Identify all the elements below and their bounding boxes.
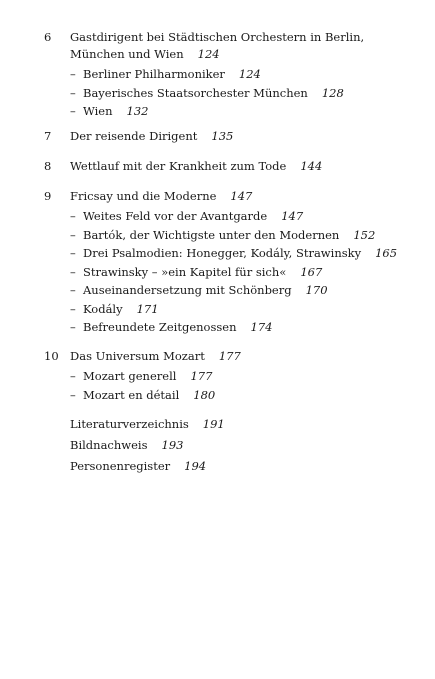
toc-subentry (70, 207, 415, 226)
dash-marker: – (70, 264, 76, 279)
page-number: 180 (193, 387, 216, 402)
subentry-title: Wien (83, 104, 113, 118)
toc-subentry (70, 226, 415, 245)
chapter-entries (70, 348, 415, 404)
chapter-entries (70, 128, 415, 145)
page-number: 174 (250, 320, 273, 334)
chapter-entries (70, 188, 415, 337)
page-number: 165 (375, 246, 398, 260)
page-number: 128 (321, 85, 344, 100)
appendix-title: Literaturverzeichnis (70, 417, 189, 431)
chapter-title-text: Wettlauf mit der Krankheit zum Tode (70, 159, 287, 173)
chapter-title-text: Gastdirigent bei Städtischen Orchestern in Berlin, (70, 30, 365, 44)
chapter-title-line (70, 158, 415, 175)
subentry-title: Mozart en détail (83, 387, 180, 402)
chapter-title-text: Fricsay und die Moderne (70, 189, 217, 203)
page-number: 171 (136, 301, 159, 316)
page-number: 152 (353, 227, 376, 242)
appendix-title: Personenregister (70, 459, 171, 473)
chapter-title-line (70, 348, 415, 365)
chapter-title-line (70, 29, 415, 46)
dash-marker: – (70, 320, 76, 334)
dash-marker: – (70, 283, 76, 297)
toc-subentry (70, 367, 415, 386)
dash-marker: – (70, 301, 76, 316)
page-number: 170 (305, 283, 328, 297)
toc-subentry (70, 300, 415, 319)
chapter-title-line (70, 128, 415, 145)
chapter-title-line (70, 46, 415, 63)
chapter-number: 7 (44, 129, 52, 143)
toc-subentry (70, 84, 415, 103)
subentry-title: Drei Psalmodien: Honegger, Kodály, Strawinsky (83, 246, 362, 260)
chapter-number: 8 (44, 159, 52, 173)
page-number: 191 (202, 417, 225, 431)
chapter-entries (70, 29, 415, 121)
subentry-title: Kodály (83, 301, 123, 316)
chapter-entries (70, 158, 415, 175)
subentry-title: Auseinandersetzung mit Schönberg (83, 283, 292, 297)
page-number: 147 (281, 209, 304, 223)
toc-subentry (70, 386, 415, 405)
chapter-title-line (70, 188, 415, 205)
subentry-title: Strawinsky – »ein Kapitel für sich« (83, 264, 287, 279)
dash-marker: – (70, 369, 76, 383)
dash-marker: – (70, 246, 76, 260)
page-number: 177 (218, 349, 241, 363)
subentry-title: Bayerisches Staatsorchester München (83, 85, 308, 100)
page-number: 177 (190, 369, 213, 383)
appendix-entry (70, 435, 415, 456)
dash-marker: – (70, 67, 76, 81)
toc-subentry (70, 281, 415, 300)
subentry-title: Bartók, der Wichtigste unter den Modernen (83, 227, 340, 242)
chapter-number: 9 (44, 189, 52, 203)
page-number: 144 (300, 159, 323, 173)
page-number: 193 (161, 438, 184, 452)
chapter-title-text: Das Universum Mozart (70, 349, 205, 363)
dash-marker: – (70, 209, 76, 223)
toc-subentry (70, 318, 415, 337)
toc-subentry (70, 263, 415, 282)
appendix-entry (70, 456, 415, 477)
subentry-title: Mozart generell (83, 369, 177, 383)
appendix-title: Bildnachweis (70, 438, 148, 452)
appendix-entries (70, 414, 415, 477)
chapter-title-text: München und Wien (70, 47, 184, 61)
dash-marker: – (70, 387, 76, 402)
subentry-title: Befreundete Zeitgenossen (83, 320, 237, 334)
toc-subentry (70, 244, 415, 263)
chapter-number: 6 (44, 30, 52, 44)
page-number: 124 (197, 47, 220, 61)
dash-marker: – (70, 227, 76, 242)
subentry-title: Weites Feld vor der Avantgarde (83, 209, 268, 223)
page-number: 167 (300, 264, 323, 279)
page-number: 132 (126, 104, 149, 118)
toc-subentry (70, 65, 415, 84)
page-number: 124 (238, 67, 261, 81)
dash-marker: – (70, 85, 76, 100)
toc-subentry (70, 102, 415, 121)
dash-marker: – (70, 104, 76, 118)
chapter-title-text: Der reisende Dirigent (70, 129, 198, 143)
page-number: 147 (230, 189, 253, 203)
appendix-entry (70, 414, 415, 435)
page-number: 194 (184, 459, 207, 473)
chapter-number: 10 (44, 349, 59, 363)
subentry-title: Berliner Philharmoniker (83, 67, 225, 81)
page-number: 135 (211, 129, 234, 143)
